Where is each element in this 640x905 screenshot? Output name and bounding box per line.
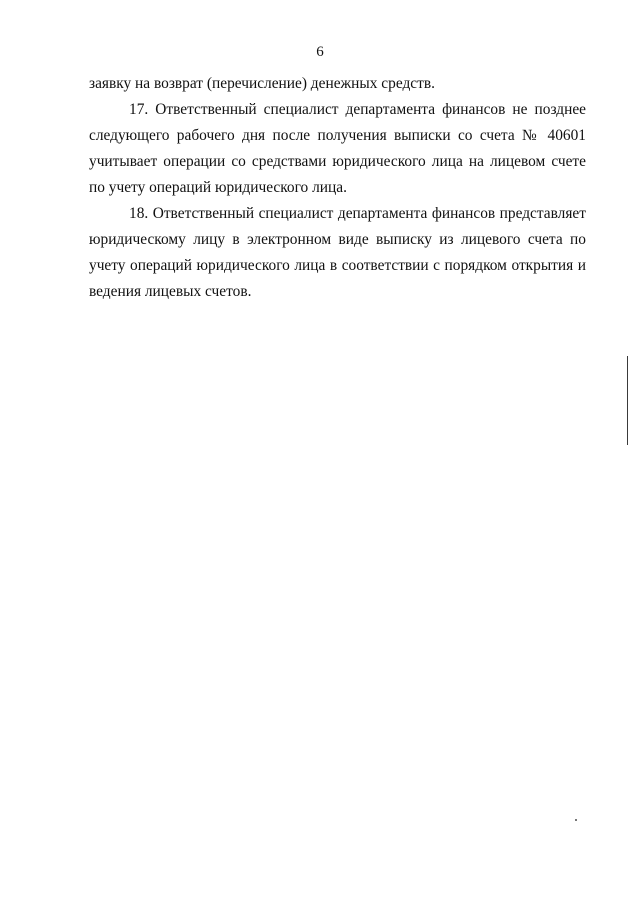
paragraph-continuation: заявку на возврат (перечисление) денежных средств. <box>89 75 435 92</box>
page-number: 6 <box>316 44 324 60</box>
paragraph-18: 18. Ответственный специалист департамента финансов представляет юридическому лицу в электронном виде выписку из лицевого счета по учету операций юридического лица в соответствии с порядком открытия и ведения лицевых счетов. <box>89 205 586 300</box>
paragraph-17: 17. Ответственный специалист департамента финансов не позднее следующего рабочего дня после получения выписки со счета № 40601 учитывает операции со средствами юридического лица на лицевом счете по учету операций юридического лица. <box>89 101 586 196</box>
scan-speck <box>575 819 577 821</box>
document-body <box>89 71 586 305</box>
scan-edge-mark <box>627 356 628 445</box>
